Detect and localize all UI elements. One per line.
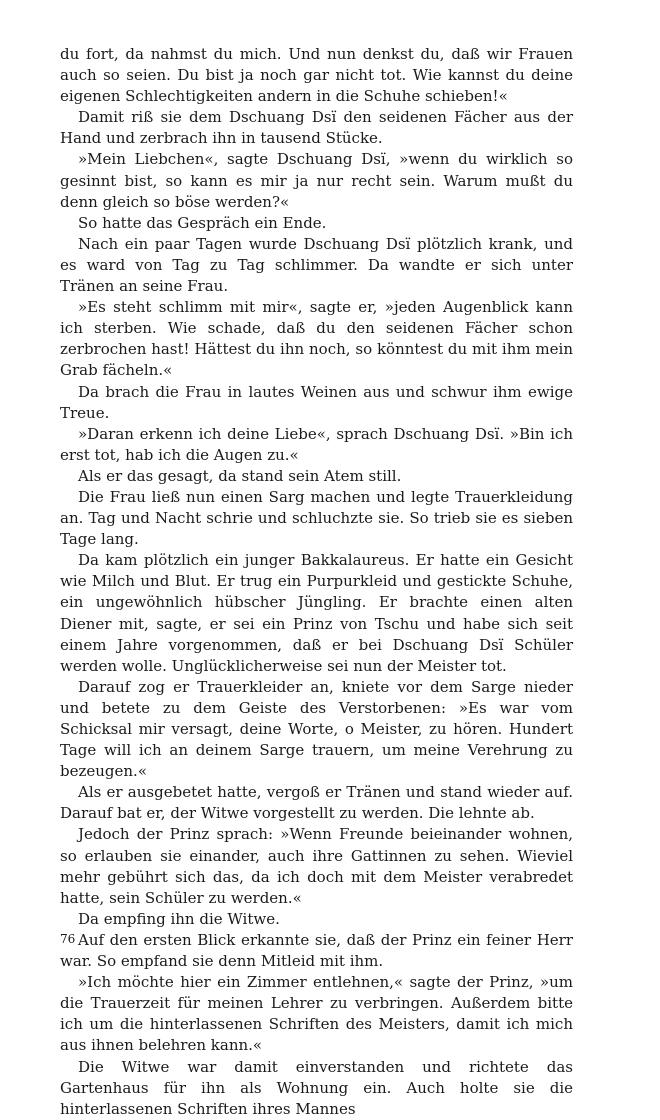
page-text: [60, 44, 573, 1120]
paragraph: Als er das gesagt, da stand sein Atem still.: [78, 466, 402, 485]
paragraph: Die Frau ließ nun einen Sarg machen und legte Trauerkleidung an. Tag und Nacht schrie und schluchzte sie. So trieb sie es sieben Tage lang.: [60, 487, 573, 549]
paragraph: Auf den ersten Blick erkannte sie, daß der Prinz ein feiner Herr war. So empfand sie denn Mitleid mit ihm.: [60, 930, 573, 971]
paragraph: »Daran erkenn ich deine Liebe«, sprach Dschuang Dsï. »Bin ich erst tot, hab ich die Augen zu.«: [60, 424, 573, 464]
paragraph: du fort, da nahmst du mich. Und nun denkst du, daß wir Frauen auch so seien. Du bist ja noch gar nicht tot. Wie kannst du deine eigenen Schlechtigkeiten andern in die Schuhe schieben!«: [60, 45, 573, 106]
paragraph: Darauf zog er Trauerkleider an, kniete vor dem Sarge nieder und betete zu dem Geiste des Verstorbenen: »Es war vom Schicksal mir versagt, deine Worte, o Meister, zu hören. Hundert Tage will ich an deinem Sarge trauern, um meine Verehrung zu bezeugen.«: [60, 677, 573, 781]
paragraph: »Ich möchte hier ein Zimmer entlehnen,« sagte der Prinz, »um die Trauerzeit für meinen Lehrer zu verbringen. Außerdem bitte ich um die hinterlassenen Schriften des Meisters, damit ich mich aus ihnen belehren kann.«: [60, 973, 573, 1055]
paragraph: Jedoch der Prinz sprach: »Wenn Freunde beieinander wohnen, so erlauben sie einander, auch ihre Gattinnen zu sehen. Wieviel mehr gebührt sich das, da ich doch mit dem Meister verabredet hatte, sein Schüler zu werden.«: [60, 825, 573, 907]
paragraph: Da empfing ihn die Witwe.: [78, 909, 280, 928]
paragraph: Da brach die Frau in lautes Weinen aus und schwur ihm ewige Treue.: [60, 382, 573, 422]
paragraph: Damit riß sie dem Dschuang Dsï den seidenen Fächer aus der Hand und zerbrach ihn in tausend Stücke.: [60, 108, 573, 148]
paragraph: »Es steht schlimm mit mir«, sagte er, »jeden Augenblick kann ich sterben. Wie schade, daß du den seidenen Fächer schon zerbrochen hast! Hättest du ihn noch, so könntest du mit ihm mein Grab fächeln.«: [60, 298, 573, 380]
paragraph: So hatte das Gespräch ein Ende.: [78, 213, 327, 232]
paragraph: Die Witwe war damit einverstanden und richtete das Gartenhaus für ihn als Wohnung ein. Auch holte sie die hinterlassenen Schriften ihres Mannes: [60, 1057, 573, 1118]
page-number: 76: [60, 932, 76, 946]
paragraph: Da kam plötzlich ein junger Bakkalaureus. Er hatte ein Gesicht wie Milch und Blut. Er trug ein Purpurkleid und gestickte Schuhe, ein ungewöhnlich hübscher Jüngling. Er brachte einen alten Diener mit, sagte, er sei ein Prinz von Tschu und habe sich seit einem Jahre vorgenommen, daß er bei Dschuang Dsï Schüler werden wolle. Unglücklicherweise sei nun der Meister tot.: [60, 551, 573, 675]
paragraph: »Mein Liebchen«, sagte Dschuang Dsï, »wenn du wirklich so gesinnt bist, so kann es mir ja nur recht sein. Warum mußt du denn gleich so böse werden?«: [60, 150, 573, 211]
paragraph: Nach ein paar Tagen wurde Dschuang Dsï plötzlich krank, und es ward von Tag zu Tag schlimmer. Da wandte er sich unter Tränen an seine Frau.: [60, 234, 573, 296]
paragraph: Als er ausgebetet hatte, vergoß er Tränen und stand wieder auf. Darauf bat er, der Witwe vorgestellt zu werden. Die lehnte ab.: [60, 783, 573, 823]
